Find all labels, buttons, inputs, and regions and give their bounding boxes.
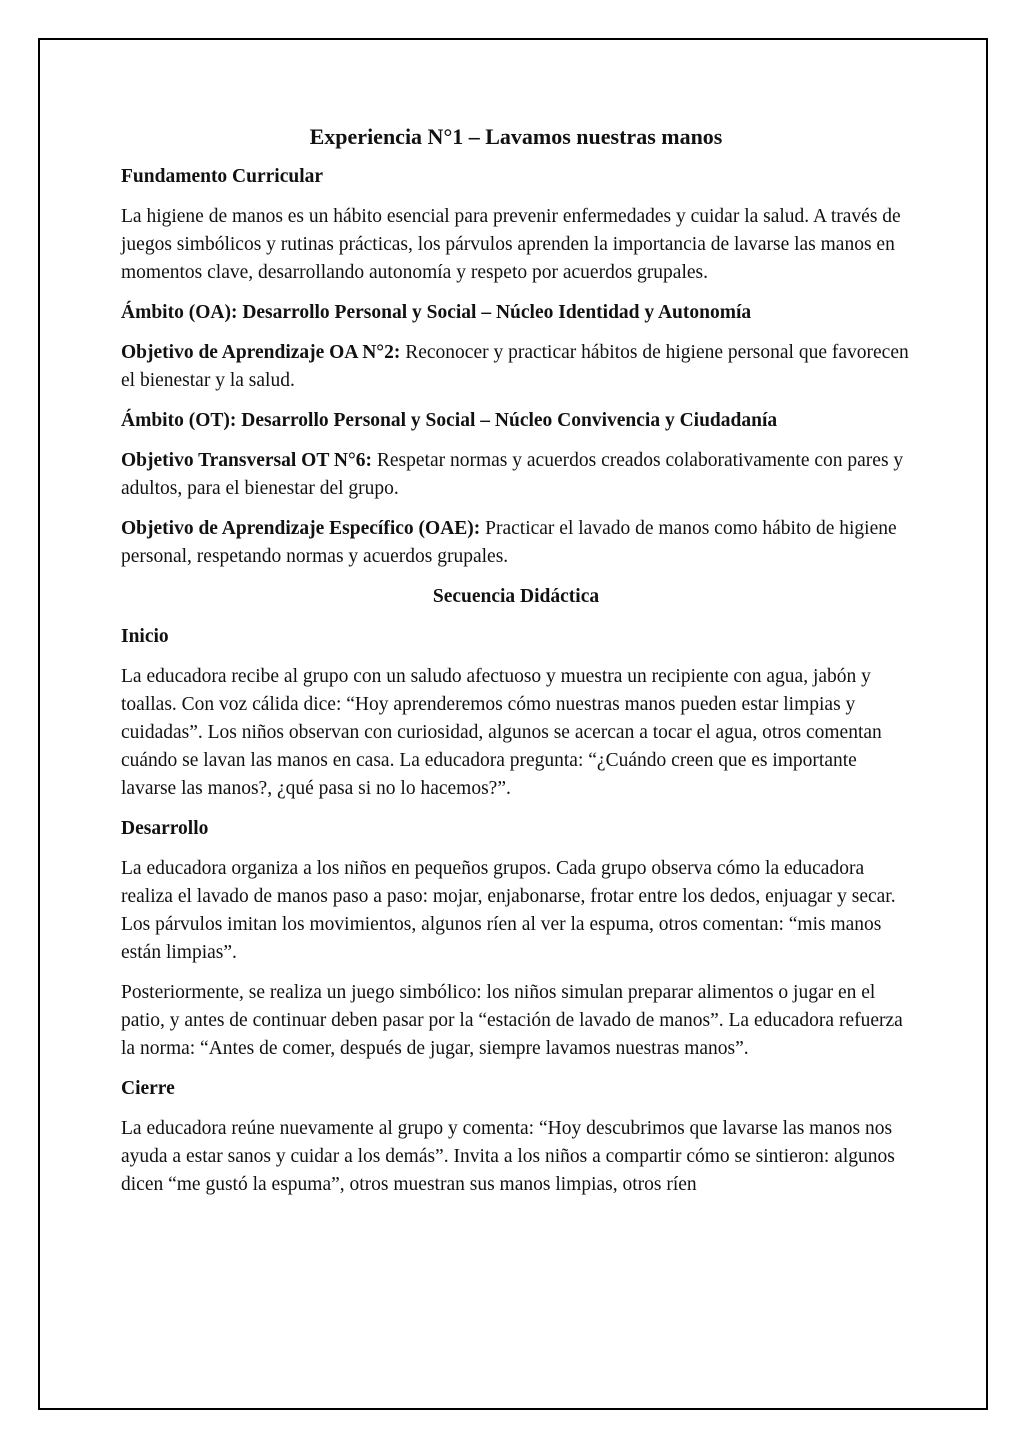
cierre-text: La educadora reúne nuevamente al grupo y comenta: “Hoy descubrimos que lavarse las manos nos ayuda a estar sanos y cuidar a los demás”. Invita a los niños a compartir cómo se sintieron: algunos dicen “me gustó la espuma”, otros muestran sus manos limpias, otros ríen [121, 1118, 895, 1195]
objetivo-oae-label: Objetivo de Aprendizaje Específico (OAE): [121, 518, 481, 539]
objetivo-oa [121, 339, 911, 395]
ambito-ot: Ámbito (OT): Desarrollo Personal y Social – Núcleo Convivencia y Ciudadanía [121, 410, 778, 431]
desarrollo-heading: Desarrollo [121, 818, 209, 839]
document-body [121, 122, 911, 1211]
document-title: Experiencia N°1 – Lavamos nuestras manos [309, 124, 723, 149]
ambito-oa: Ámbito (OA): Desarrollo Personal y Social – Núcleo Identidad y Autonomía [121, 302, 752, 323]
objetivo-ot [121, 447, 911, 503]
inicio-heading: Inicio [121, 626, 169, 647]
objetivo-oae [121, 515, 911, 571]
objetivo-oa-label: Objetivo de Aprendizaje OA N°2: [121, 342, 401, 363]
objetivo-oa-text: Reconocer y practicar hábitos de higiene personal que favorecen el bienestar y la salud. [121, 342, 909, 391]
inicio-text: La educadora recibe al grupo con un saludo afectuoso y muestra un recipiente con agua, jabón y toallas. Con voz cálida dice: “Hoy aprenderemos cómo nuestras manos pueden estar limpias y cuidadas”. Los niños observan con curiosidad, algunos se acercan a tocar el agua, otros comentan cuándo se lavan las manos en casa. La educadora pregunta: “¿Cuándo creen que es importante lavarse las manos?, ¿qué pasa si no lo hacemos?”. [121, 666, 882, 799]
cierre-heading: Cierre [121, 1078, 175, 1099]
objetivo-ot-label: Objetivo Transversal OT N°6: [121, 450, 373, 471]
objetivo-oae-text: Practicar el lavado de manos como hábito de higiene personal, respetando normas y acuerdos grupales. [121, 518, 897, 567]
desarrollo-text-1: La educadora organiza a los niños en pequeños grupos. Cada grupo observa cómo la educadora realiza el lavado de manos paso a paso: mojar, enjabonarse, frotar entre los dedos, enjuagar y secar. Los párvulos imitan los movimientos, algunos ríen al ver la espuma, otros comentan: “mis manos están limpias”. [121, 858, 896, 963]
fundamento-text: La higiene de manos es un hábito esencial para prevenir enfermedades y cuidar la salud. A través de juegos simbólicos y rutinas prácticas, los párvulos aprenden la importancia de lavarse las manos en momentos clave, desarrollando autonomía y respeto por acuerdos grupales. [121, 206, 901, 283]
secuencia-heading: Secuencia Didáctica [432, 586, 600, 607]
objetivo-ot-text: Respetar normas y acuerdos creados colaborativamente con pares y adultos, para el bienestar del grupo. [121, 450, 904, 499]
fundamento-heading: Fundamento Curricular [121, 166, 324, 187]
desarrollo-text-2: Posteriormente, se realiza un juego simbólico: los niños simulan preparar alimentos o jugar en el patio, y antes de continuar deben pasar por la “estación de lavado de manos”. La educadora refuerza la norma: “Antes de comer, después de jugar, siempre lavamos nuestras manos”. [121, 982, 903, 1059]
